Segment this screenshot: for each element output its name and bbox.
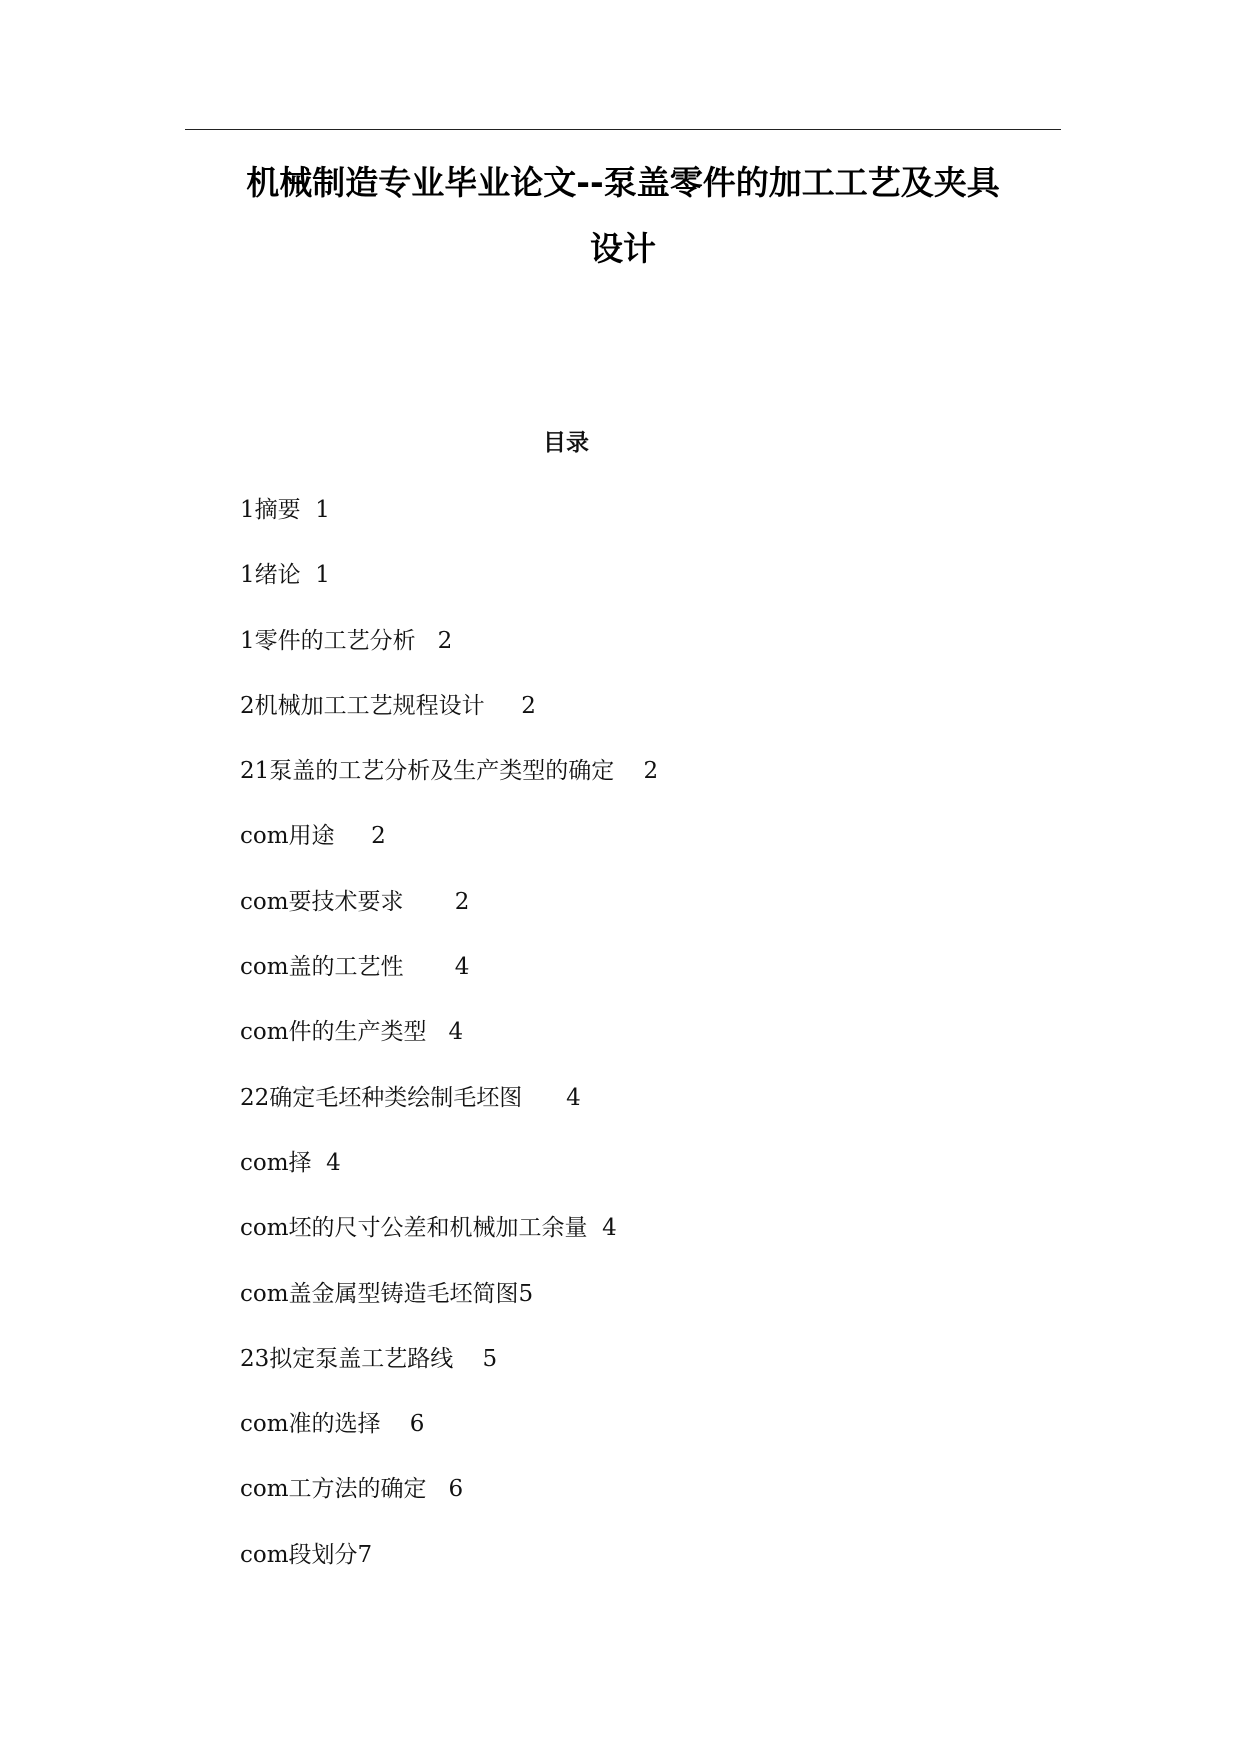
toc-entry xyxy=(240,626,658,691)
document-title-line-2: 设计 xyxy=(590,229,656,268)
toc-entry-text: 1摘要 xyxy=(240,497,301,523)
toc-entry-page: 4 xyxy=(326,1149,341,1176)
toc-entry-page: 4 xyxy=(448,1019,464,1046)
toc-entry-page: 4 xyxy=(602,1215,617,1242)
toc-entry-text: com段划分 xyxy=(240,1541,358,1568)
toc-entry xyxy=(240,821,658,886)
toc-entry-text: 1绪论 xyxy=(240,562,301,589)
toc-entry xyxy=(240,1083,658,1148)
toc-entry-text: com用途 xyxy=(240,823,335,850)
toc-entry xyxy=(240,756,658,821)
toc-entry xyxy=(240,1279,658,1344)
toc-entry-page: 2 xyxy=(643,758,659,785)
table-of-contents xyxy=(240,495,658,1605)
toc-entry-text: 21泵盖的工艺分析及生产类型的确定 xyxy=(240,758,615,785)
toc-entry-page: 5 xyxy=(482,1345,498,1372)
toc-entry xyxy=(240,1148,658,1213)
toc-entry-text: com盖金属型铸造毛坯简图 xyxy=(240,1280,519,1307)
toc-entry-page: 2 xyxy=(454,888,470,915)
toc-entry-text: com坯的尺寸公差和机械加工余量 xyxy=(240,1215,588,1242)
toc-entry-text: com件的生产类型 xyxy=(240,1019,427,1046)
toc-entry xyxy=(240,495,658,560)
toc-entry-page: 2 xyxy=(371,823,386,850)
toc-entry xyxy=(240,1409,658,1474)
toc-entry xyxy=(240,1017,658,1082)
toc-entry-text: com盖的工艺性 xyxy=(240,954,404,981)
toc-entry-page: 1 xyxy=(315,562,330,589)
toc-entry-text: 23拟定泵盖工艺路线 xyxy=(240,1345,454,1372)
toc-entry xyxy=(240,560,658,625)
toc-entry xyxy=(240,691,658,756)
toc-entry-text: com准的选择 xyxy=(240,1411,381,1438)
toc-entry-page: 1 xyxy=(315,497,330,523)
header-rule xyxy=(185,129,1061,130)
toc-entry-page: 2 xyxy=(521,692,536,719)
toc-entry xyxy=(240,1540,658,1605)
toc-entry xyxy=(240,952,658,1017)
toc-entry xyxy=(240,1344,658,1409)
toc-entry-text: 22确定毛坯种类绘制毛坯图 xyxy=(240,1084,523,1111)
toc-entry-page: 2 xyxy=(437,627,453,654)
toc-entry-page: 6 xyxy=(448,1476,464,1503)
toc-entry-page: 7 xyxy=(357,1541,373,1568)
toc-entry xyxy=(240,1474,658,1539)
document-title-line-1: 机械制造专业毕业论文--泵盖零件的加工工艺及夹具 xyxy=(246,163,1000,202)
toc-entry-text: 2机械加工工艺规程设计 xyxy=(240,692,485,719)
toc-entry-text: com择 xyxy=(240,1149,312,1176)
toc-entry-text: 1零件的工艺分析 xyxy=(240,627,416,654)
toc-entry xyxy=(240,1213,658,1278)
document-title xyxy=(185,150,1061,282)
toc-entry-page: 5 xyxy=(518,1280,534,1307)
toc-heading: 目录 xyxy=(543,429,589,456)
toc-entry xyxy=(240,887,658,952)
toc-entry-page: 4 xyxy=(454,954,470,981)
toc-entry-text: com要技术要求 xyxy=(240,888,404,915)
toc-entry-page: 6 xyxy=(409,1411,425,1438)
toc-entry-page: 4 xyxy=(566,1084,581,1111)
toc-entry-text: com工方法的确定 xyxy=(240,1476,427,1503)
